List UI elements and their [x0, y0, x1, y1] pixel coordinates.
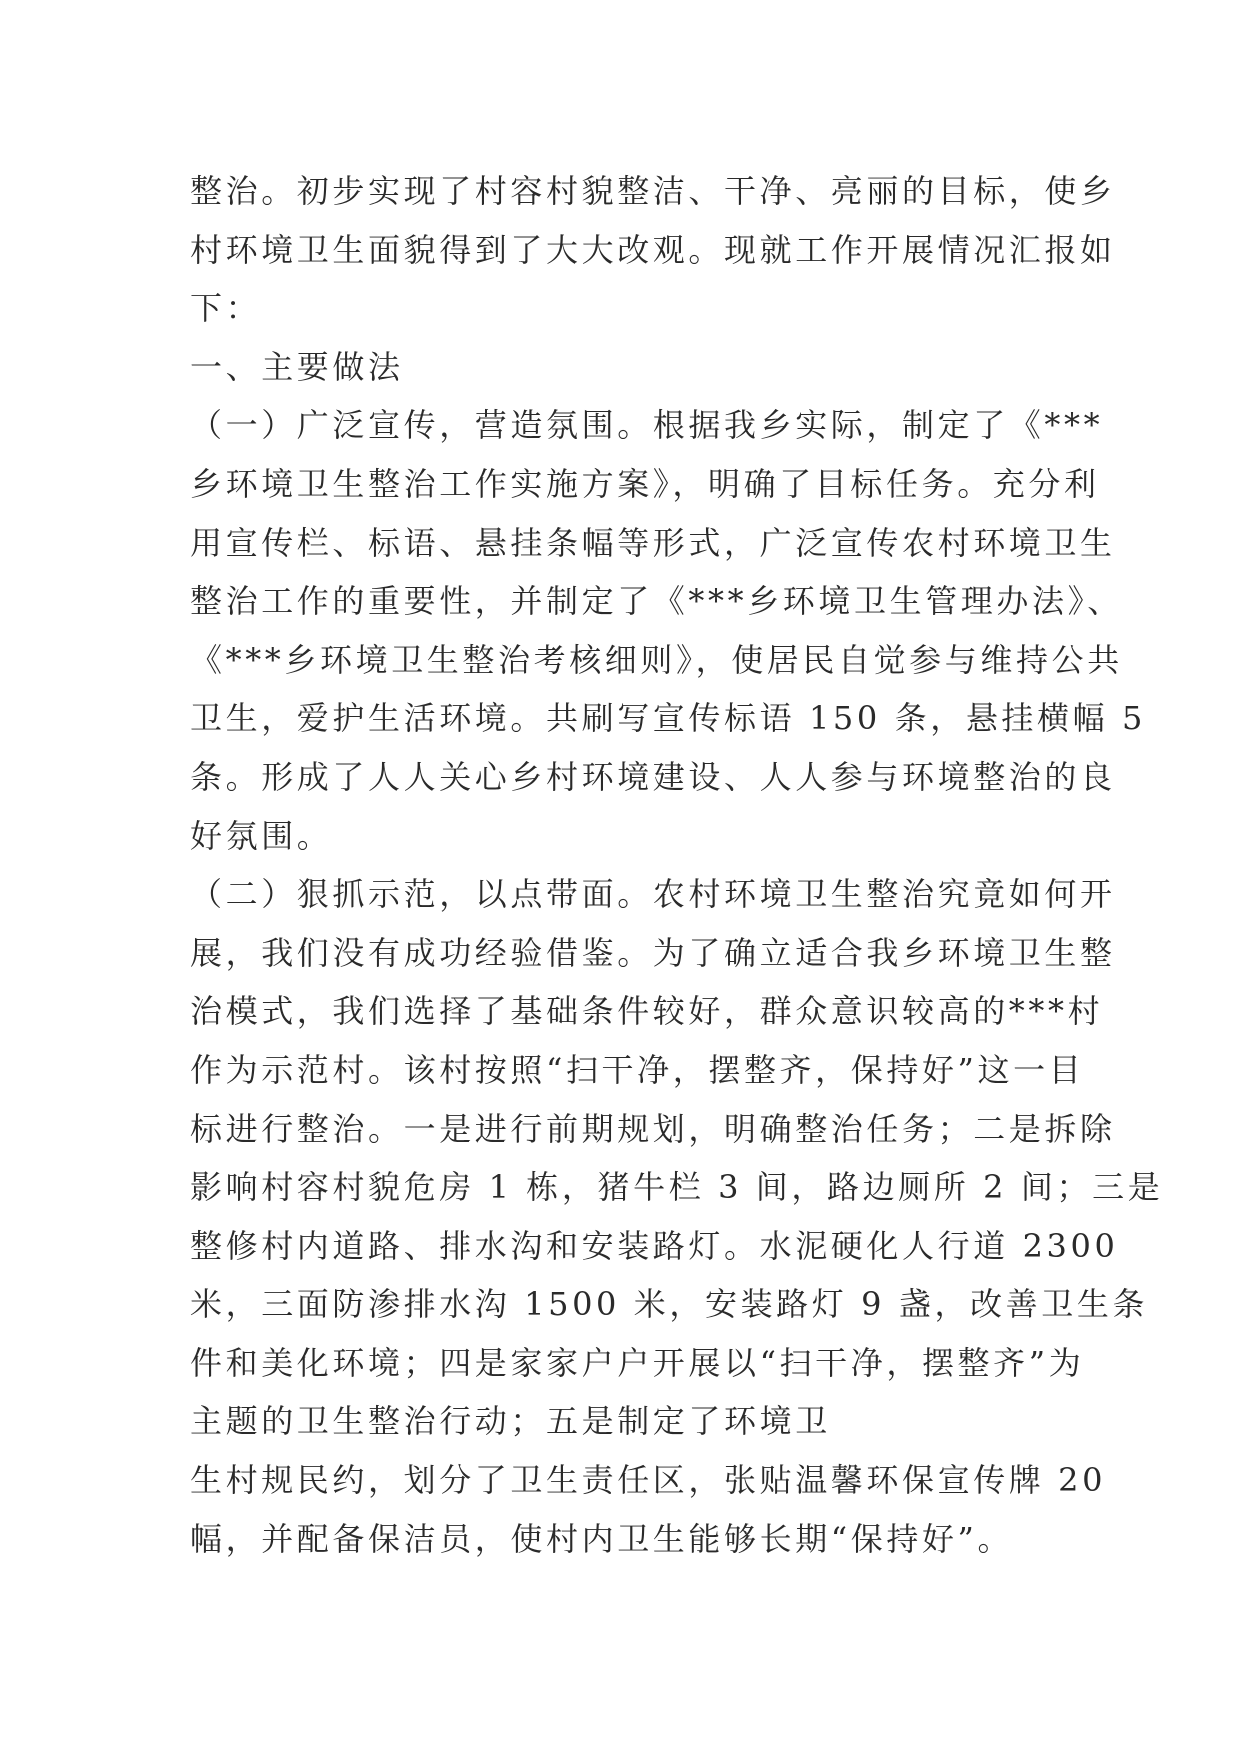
- text-line: 好氛围。: [190, 816, 333, 855]
- text-line: 下：: [190, 289, 262, 328]
- text-line: 幅，并配备保洁员，使村内卫生能够长期“保持好”。: [190, 1519, 1014, 1558]
- document-body: [190, 162, 1164, 1568]
- text-line: 村环境卫生面貌得到了大大改观。现就工作开展情况汇报如: [190, 230, 1116, 269]
- text-line: 条。形成了人人关心乡村环境建设、人人参与环境整治的良: [190, 757, 1116, 796]
- text-line: 主题的卫生整治行动；五是制定了环境卫: [190, 1402, 831, 1441]
- text-line: 用宣传栏、标语、悬挂条幅等形式，广泛宣传农村环境卫生: [190, 523, 1116, 562]
- text-line: 整修村内道路、排水沟和安装路灯。水泥硬化人行道 2300: [190, 1226, 1119, 1265]
- text-line: 米，三面防渗排水沟 1500 米，安装路灯 9 盏，改善卫生条: [190, 1285, 1149, 1324]
- text-line: 标进行整治。一是进行前期规划，明确整治任务；二是拆除: [190, 1109, 1116, 1148]
- text-line: 《***乡环境卫生整治考核细则》，使居民自觉参与维持公共: [190, 640, 1123, 679]
- text-line: 展，我们没有成功经验借鉴。为了确立适合我乡环境卫生整: [190, 933, 1116, 972]
- text-line: 作为示范村。该村按照“扫干净，摆整齐，保持好”这一目: [190, 1050, 1085, 1089]
- text-line: 影响村容村貌危房 1 栋，猪牛栏 3 间，路边厕所 2 间；三是: [190, 1168, 1164, 1207]
- text-line: 卫生，爱护生活环境。共刷写宣传标语 150 条，悬挂横幅 5: [190, 699, 1146, 738]
- text-line: （一）广泛宣传，营造氛围。根据我乡实际，制定了《***: [190, 406, 1104, 445]
- text-line: 乡环境卫生整治工作实施方案》，明确了目标任务。充分利: [190, 464, 1100, 503]
- section-heading: 一、主要做法: [190, 347, 404, 386]
- text-line: 整治工作的重要性，并制定了《***乡环境卫生管理办法》、: [190, 582, 1123, 621]
- text-line: 整治。初步实现了村容村貌整洁、干净、亮丽的目标，使乡: [190, 172, 1116, 210]
- text-line: 治模式，我们选择了基础条件较好，群众意识较高的***村: [190, 992, 1104, 1031]
- text-line: 件和美化环境；四是家家户户开展以“扫干净，摆整齐”为: [190, 1343, 1085, 1382]
- text-line: 生村规民约，划分了卫生责任区，张贴温馨环保宣传牌 20: [190, 1461, 1107, 1500]
- text-line: （二）狠抓示范，以点带面。农村环境卫生整治究竟如何开: [190, 875, 1116, 914]
